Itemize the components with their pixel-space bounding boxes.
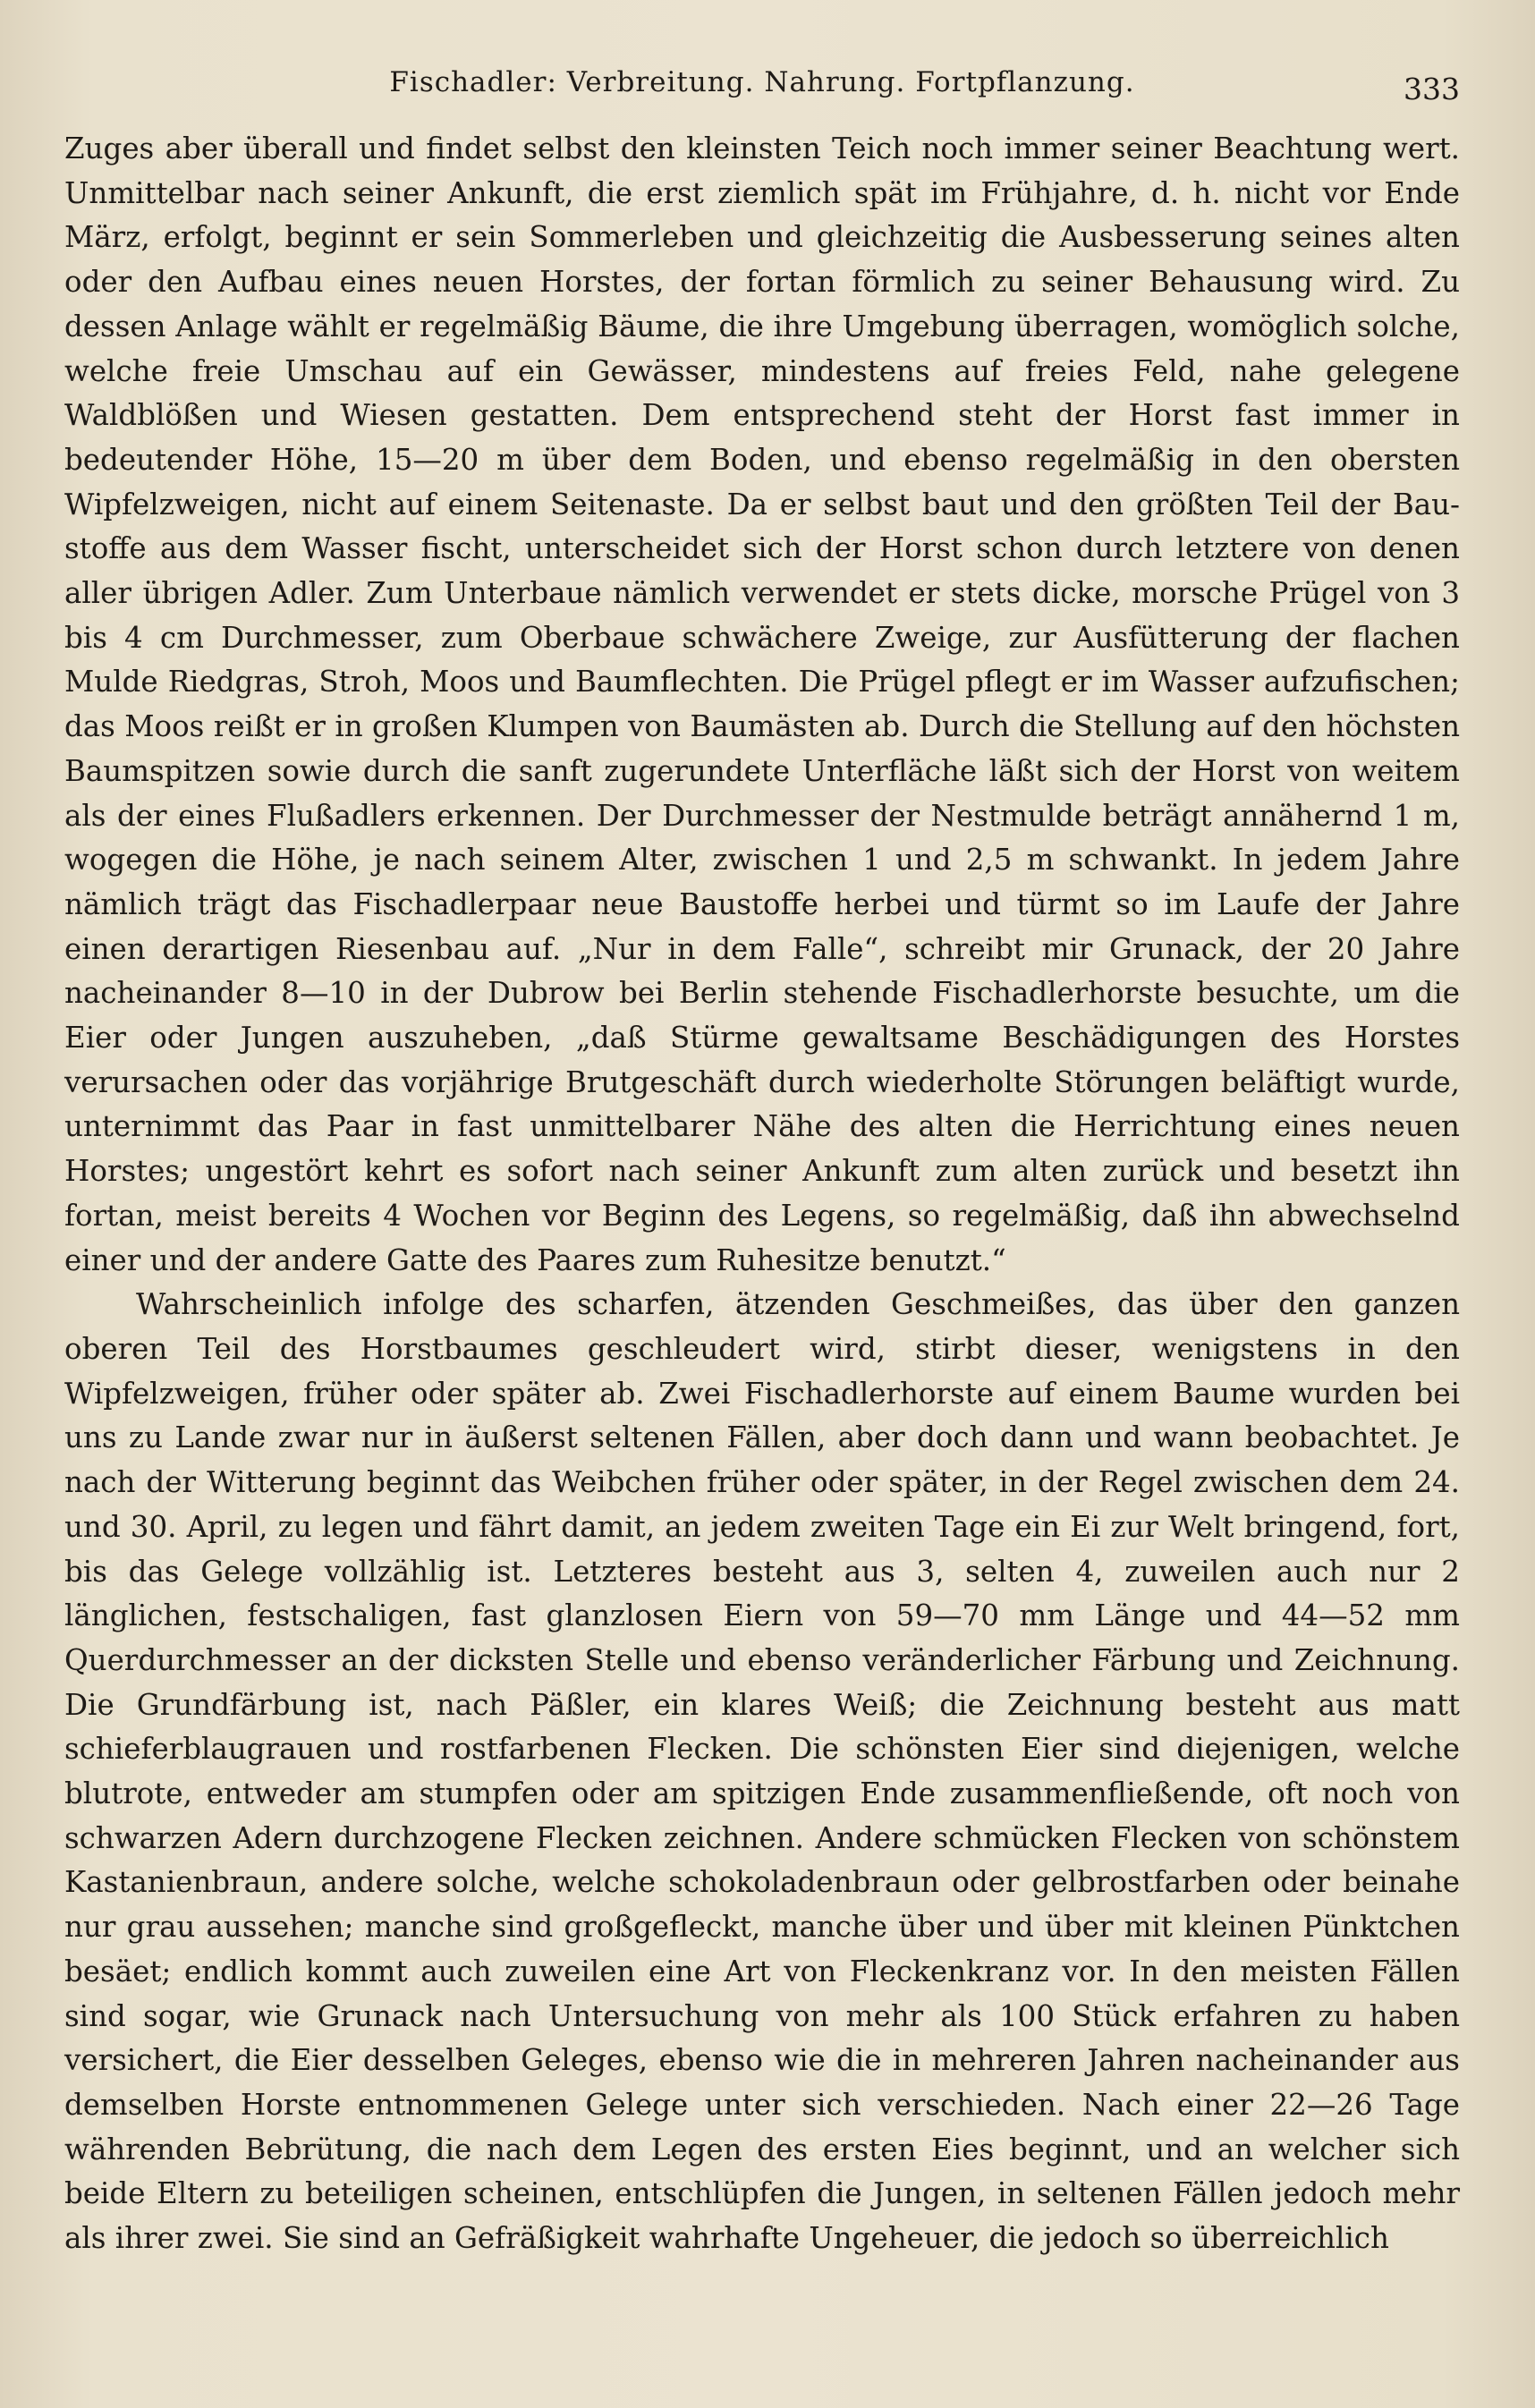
- page-number: 333: [1404, 72, 1460, 106]
- running-title: Fischadler: Verbreitung. Nahrung. Fortpflanzung.: [389, 66, 1135, 98]
- paragraph: Wahrscheinlich infolge des scharfen, ätzenden Geschmeißes, das über den ganzen oberen Teil des Horstbaumes geschleudert wird, stirbt dieser, wenigstens in den Wipfelzweigen, früher oder später ab. Zwei Fischadlerhorste auf einem Baume wurden bei uns zu Lande zwar nur in äußerst seltenen Fällen, aber doch dann und wann beobachtet. Je nach der Witterung beginnt das Weibchen früher oder später, in der Regel zwischen dem 24. und 30. April, zu legen und fährt damit, an jedem zweiten Tage ein Ei zur Welt bringend, fort, bis das Gelege vollzählig ist. Letzteres besteht aus 3, selten 4, zuweilen auch nur 2 länglichen, festschaligen, fast glanzlosen Eiern von 59—70 mm Länge und 44—52 mm Querdurchmesser an der dicksten Stelle und ebenso veränderlicher Färbung und Zeichnung. Die Grundfärbung ist, nach Päßler, ein klares Weiß; die Zeichnung besteht aus matt schieferblaugrauen und rostfarbenen Flecken. Die schönsten Eier sind diejenigen, welche blutrote, entweder am stumpfen oder am spitzigen Ende zusammenfließende, oft noch von schwarzen Adern durchzogene Flecken zeichnen. Andere schmücken Flecken von schönstem Kastanienbraun, andere solche, welche schokoladenbraun oder gelbrostfarben oder beinahe nur grau aussehen; manche sind großgefleckt, manche über und über mit kleinen Pünktchen besäet; endlich kommt auch zuweilen eine Art von Fleckenkranz vor. In den meisten Fällen sind sogar, wie Grunack nach Untersuchung von mehr als 100 Stück erfahren zu haben versichert, die Eier desselben Geleges, ebenso wie die in mehreren Jahren nacheinander aus demselben Horste entnommenen Gelege unter sich verschieden. Nach einer 22—26 Tage währenden Bebrütung, die nach dem Legen des ersten Eies beginnt, und an welcher sich beide Eltern zu beteiligen scheinen, entschlüpfen die Jungen, in seltenen Fällen jedoch mehr als ihrer zwei. Sie sind an Gefräßigkeit wahrhafte Ungeheuer, die jedoch so überreichlich: [64, 1287, 1460, 2256]
- page-header: [64, 63, 1460, 116]
- paragraph-continued: Zuges aber überall und findet selbst den kleinsten Teich noch immer seiner Beachtung wert. Unmittelbar nach seiner Ankunft, die erst ziemlich spät im Frühjahre, d. h. nicht vor Ende März, erfolgt, beginnt er sein Sommerleben und gleichzeitig die Ausbesserung seines alten oder den Aufbau eines neuen Horstes, der fortan förmlich zu seiner Behausung wird. Zu dessen Anlage wählt er regelmäßig Bäume, die ihre Umgebung überragen, womöglich solche, welche freie Umschau auf ein Gewässer, mindestens auf freies Feld, nahe gelegene Waldblößen und Wiesen gestatten. Dem entsprechend steht der Horst fast immer in bedeutender Höhe, 15—20 m über dem Boden, und ebenso regelmäßig in den obersten Wipfelzweigen, nicht auf einem Seitenaste. Da er selbst baut und den größten Teil der Baustoffe aus dem Wasser fischt, unterscheidet sich der Horst schon durch letztere von denen aller übrigen Adler. Zum Unterbaue nämlich verwendet er stets dicke, morsche Prügel von 3 bis 4 cm Durchmesser, zum Oberbaue schwächere Zweige, zur Ausfütterung der flachen Mulde Riedgras, Stroh, Moos und Baumflechten. Die Prügel pflegt er im Wasser aufzufischen; das Moos reißt er in großen Klumpen von Baumästen ab. Durch die Stellung auf den höchsten Baumspitzen sowie durch die sanft zugerundete Unterfläche läßt sich der Horst von weitem als der eines Flußadlers erkennen. Der Durchmesser der Nestmulde beträgt annähernd 1 m, wogegen die Höhe, je nach seinem Alter, zwischen 1 und 2,5 m schwankt. In jedem Jahre nämlich trägt das Fischadlerpaar neue Baustoffe herbei und türmt so im Laufe der Jahre einen derartigen Riesenbau auf. „Nur in dem Falle“, schreibt mir Grunack, der 20 Jahre nacheinander 8—10 in der Dubrow bei Berlin stehende Fischadlerhorste besuchte, um die Eier oder Jungen auszuheben, „daß Stürme gewaltsame Beschädigungen des Horstes verursachen oder das vorjährige Brutgeschäft durch wiederholte Störungen beläftigt wurde, unternimmt das Paar in fast unmittelbarer Nähe des alten die Herrichtung eines neuen Horstes; ungestört kehrt es sofort nach seiner Ankunft zum alten zurück und besetzt ihn fortan, meist bereits 4 Wochen vor Beginn des Legens, so regelmäßig, daß ihn abwechselnd einer und der andere Gatte des Paares zum Ruhesitze benutzt.“: [64, 131, 1460, 1277]
- body-text: [64, 127, 1460, 2261]
